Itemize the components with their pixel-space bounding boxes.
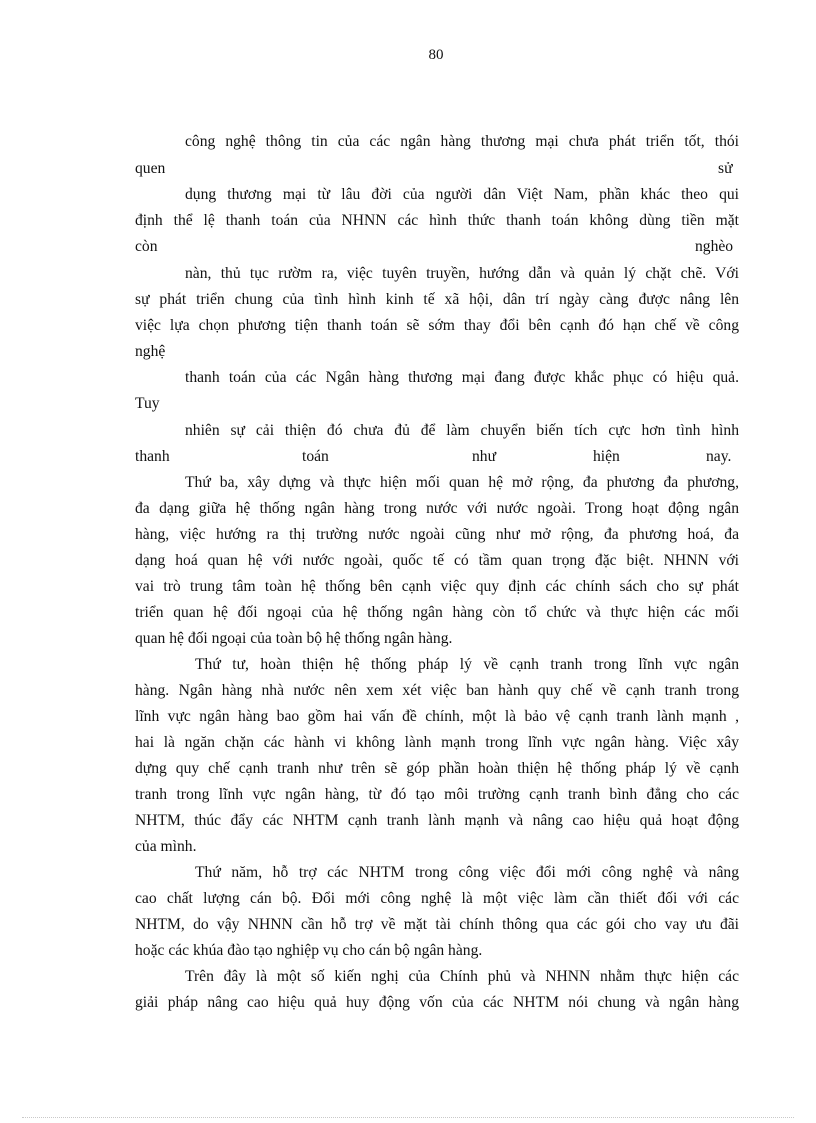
page-number: 80 xyxy=(428,47,444,63)
text-line: nghệ xyxy=(135,343,166,360)
text-line: đa dạng giữa hệ thống ngân hàng trong nước với nước ngoài. Trong hoạt động ngân xyxy=(135,500,739,517)
text-line: việc lựa chọn phương tiện thanh toán sẽ sớm thay đổi bên cạnh đó hạn chế về công xyxy=(135,317,739,334)
text-line: còn xyxy=(135,238,158,255)
text-line: nay. xyxy=(706,448,732,465)
text-line: nàn, thủ tục rườm ra, việc tuyên truyền, hướng dẫn và quản lý chặt chẽ. Với xyxy=(185,265,739,282)
text-line: lĩnh vực ngân hàng bao gồm hai vấn đề chính, một là bảo vệ cạnh tranh lành mạnh , xyxy=(135,708,739,725)
text-line: nhiên sự cải thiện đó chưa đủ để làm chuyển biến tích cực hơn tình hình xyxy=(185,422,739,439)
text-line: như xyxy=(472,448,497,465)
text-line: vai trò trung tâm toàn hệ thống bên cạnh việc quy định các chính sách cho sự phát xyxy=(135,578,739,595)
text-line: toán xyxy=(302,448,329,465)
text-line: dụng thương mại từ lâu đời của người dân Việt Nam, phần khác theo qui xyxy=(185,186,739,203)
text-line: quen xyxy=(135,160,166,177)
text-line: NHTM, thúc đẩy các NHTM cạnh tranh lành mạnh và nâng cao hiệu quả hoạt động xyxy=(135,812,739,829)
text-line: tranh trong lĩnh vực ngân hàng, từ đó tạo môi trường cạnh tranh bình đẳng cho các xyxy=(135,786,739,803)
text-line: thanh xyxy=(135,448,170,465)
page-bottom-divider xyxy=(22,1117,794,1118)
text-line: hàng, việc hướng ra thị trường nước ngoài cũng như mở rộng, đa phương hoá, đa xyxy=(135,526,739,543)
text-line: hoặc các khúa đào tạo nghiệp vụ cho cán bộ ngân hàng. xyxy=(135,942,483,959)
text-line: Thứ tư, hoàn thiện hệ thống pháp lý về cạnh tranh trong lĩnh vực ngân xyxy=(195,656,739,673)
text-line: nghèo xyxy=(695,238,734,255)
text-line: Thứ ba, xây dựng và thực hiện mối quan hệ mở rộng, đa phương đa phương, xyxy=(185,474,739,491)
text-line: Tuy xyxy=(135,395,160,412)
text-line: giải pháp nâng cao hiệu quả huy động vốn của các NHTM nói chung và ngân hàng xyxy=(135,994,739,1011)
text-line: sự phát triển chung của tình hình kinh tế xã hội, dân trí ngày càng được nâng lên xyxy=(135,291,739,308)
text-line: Trên đây là một số kiến nghị của Chính phủ và NHNN nhằm thực hiện các xyxy=(185,968,739,985)
text-line: định thể lệ thanh toán của NHNN các hình thức thanh toán không dùng tiền mặt xyxy=(135,212,739,229)
text-line: dựng quy chế cạnh tranh như trên sẽ góp phần hoàn thiện hệ thống pháp lý về cạnh xyxy=(135,760,739,777)
text-line: thanh toán của các Ngân hàng thương mại đang được khắc phục có hiệu quả. xyxy=(185,369,739,386)
text-line: Thứ năm, hỗ trợ các NHTM trong công việc đổi mới công nghệ và nâng xyxy=(195,864,739,881)
text-line: của mình. xyxy=(135,838,197,855)
text-line: công nghệ thông tin của các ngân hàng thương mại chưa phát triển tốt, thói xyxy=(185,133,739,150)
text-line: hàng. Ngân hàng nhà nước nên xem xét việc ban hành quy chế về cạnh tranh trong xyxy=(135,682,739,699)
text-line: hiện xyxy=(593,448,620,465)
text-line: triển quan hệ đối ngoại của hệ thống ngân hàng còn tổ chức và thực hiện các mối xyxy=(135,604,739,621)
text-line: sử xyxy=(718,160,733,177)
text-line: NHTM, do vậy NHNN cần hỗ trợ về mặt tài chính thông qua các gói cho vay ưu đãi xyxy=(135,916,739,933)
text-line: dạng hoá quan hệ với nước ngoài, quốc tế có tầm quan trọng đặc biệt. NHNN với xyxy=(135,552,739,569)
text-line: hai là ngăn chặn các hành vi không lành mạnh trong lĩnh vực ngân hàng. Việc xây xyxy=(135,734,739,751)
text-line: cao chất lượng cán bộ. Đổi mới công nghệ là một việc làm cần thiết đối với các xyxy=(135,890,739,907)
text-line: quan hệ đối ngoại của toàn bộ hệ thống ngân hàng. xyxy=(135,630,453,647)
